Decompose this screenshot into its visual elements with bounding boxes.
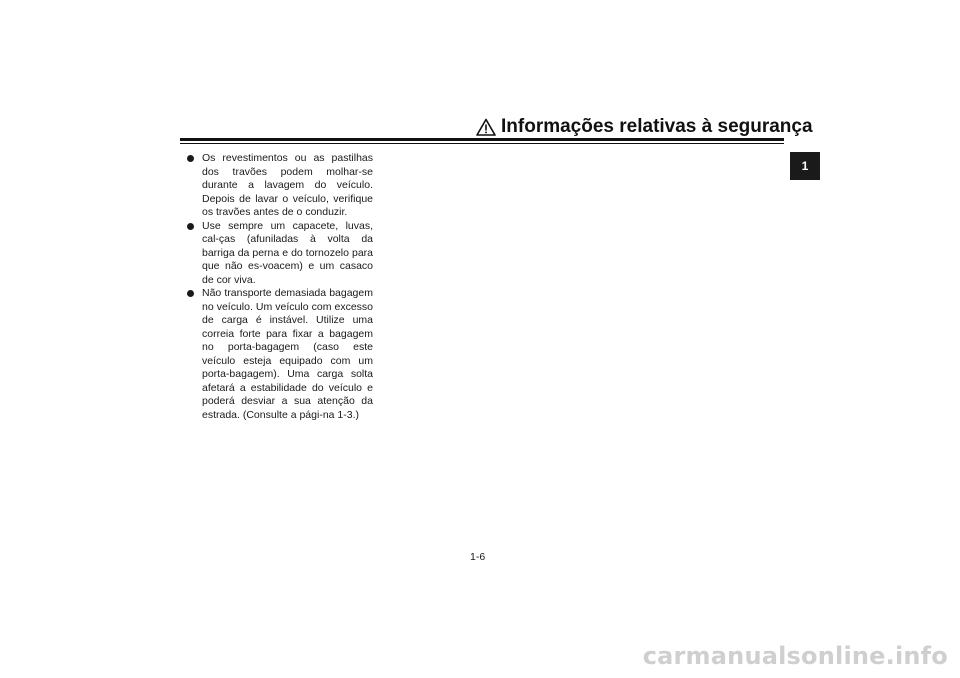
page-number: 1-6 xyxy=(470,551,486,563)
list-item xyxy=(187,220,373,288)
bullet-icon xyxy=(187,223,194,230)
page-title xyxy=(476,116,813,138)
watermark: carmanualsonline.info xyxy=(642,642,948,670)
chapter-tab xyxy=(790,152,820,180)
list-item-text: Os revestimentos ou as pastilhas dos travões podem molhar-se durante a lavagem do veículo. Depois de lavar o veículo, verifique os travões antes de o conduzir. xyxy=(202,152,373,218)
bullet-icon xyxy=(187,155,194,162)
chapter-tab-label: 1 xyxy=(801,159,809,173)
page-title-text: Informações relativas à segurança xyxy=(501,116,813,137)
warning-triangle-icon xyxy=(476,118,496,136)
list-item-text: Não transporte demasiada bagagem no veículo. Um veículo com excesso de carga é instável. Utilize uma correia forte para fixar a bagagem no porta-bagagem (caso este veículo esteja equipado com um porta-bagagem). Uma carga solta afetará a estabilidade do veículo e poderá desviar a sua atenção da estrada. (Consulte a pági-na 1-3.) xyxy=(202,287,373,421)
list-item xyxy=(187,152,373,220)
list-item-text: Use sempre um capacete, luvas, cal-ças (afuniladas à volta da barriga da perna e do tornozelo para que não es-voacem) e um casaco de cor viva. xyxy=(202,219,373,286)
bullet-list xyxy=(187,152,373,422)
header-rule xyxy=(180,138,784,144)
bullet-icon xyxy=(187,290,194,297)
list-item xyxy=(187,287,373,422)
